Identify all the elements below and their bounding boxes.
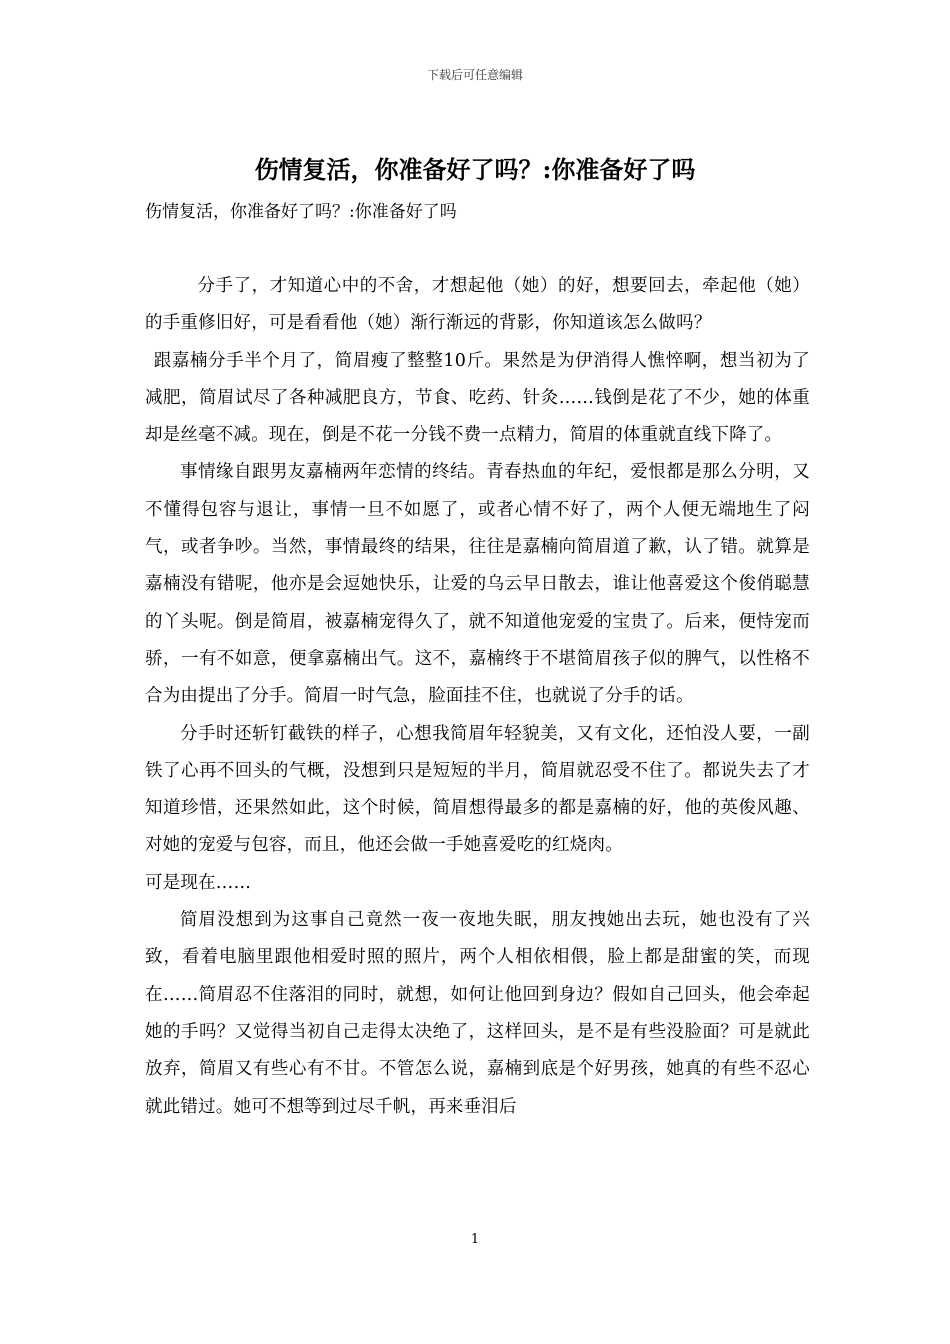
page-number: 1 bbox=[470, 1232, 480, 1247]
paragraph-3: 事情缘自跟男友嘉楠两年恋情的终结。青春热血的年纪，爱恨都是那么分明，又不懂得包容与退让，事情一旦不如愿了，或者心情不好了，两个人便无端地生了闷气，或者争吵。当然，事情最终的结果，往往是嘉楠向简眉道了歉，认了错。就算是嘉楠没有错呢，他亦是会逗她快乐，让爱的乌云早日散去，谁让他喜爱这个俊俏聪慧的丫头呢。倒是简眉，被嘉楠宠得久了，就不知道他宠爱的宝贵了。后来，便恃宠而骄，一有不如意，便拿嘉楠出气。这不，嘉楠终于不堪简眉孩子似的脾气，以性格不合为由提出了分手。简眉一时气急，脸面挂不住，也就说了分手的话。 bbox=[145, 462, 810, 707]
document-title: 伤情复活，你准备好了吗？:你准备好了吗 bbox=[254, 155, 696, 184]
paragraph-1: 分手了，才知道心中的不舍，才想起他（她）的好，想要回去，牵起他（她）的手重修旧好，可是看看他（她）渐行渐远的背影，你知道该怎么做吗？ bbox=[145, 276, 810, 334]
paragraph-4: 分手时还斩钉截铁的样子，心想我简眉年轻貌美，又有文化，还怕没人要，一副铁了心再不回头的气概，没想到只是短短的半月，简眉就忍受不住了。都说失去了才知道珍惜，还果然如此，这个时候，简眉想得最多的都是嘉楠的好，他的英俊风趣、对她的宠爱与包容，而且，他还会做一手她喜爱吃的红烧肉。 bbox=[145, 723, 810, 856]
paragraph-5: 可是现在…… bbox=[145, 872, 252, 893]
document-subtitle: 伤情复活，你准备好了吗？:你准备好了吗 bbox=[145, 202, 457, 222]
paragraph-2: 跟嘉楠分手半个月了，简眉瘦了整整10斤。果然是为伊消得人憔悴啊，想当初为了减肥，简眉试尽了各种减肥良方，节食、吃药、针灸……钱倒是花了不少，她的体重却是丝毫不减。现在，倒是不花一分钱不费一点精力，简眉的体重就直线下降了。 bbox=[145, 350, 810, 446]
document-body bbox=[145, 268, 810, 1126]
paragraph-6: 简眉没想到为这事自己竟然一夜一夜地失眠，朋友拽她出去玩，她也没有了兴致，看着电脑里跟他相爱时照的照片，两个人相依相偎，脸上都是甜蜜的笑，而现在……简眉忍不住落泪的同时，就想，如何让他回到身边？假如自己回头，他会牵起她的手吗？又觉得当初自己走得太决绝了，这样回头，是不是有些没脸面？可是就此放弃，简眉又有些心有不甘。不管怎么说，嘉楠到底是个好男孩，她真的有些不忍心就此错过。她可不想等到过尽千帆，再来垂泪后 bbox=[145, 910, 810, 1117]
page-header-note: 下载后可任意编辑 bbox=[426, 68, 523, 82]
